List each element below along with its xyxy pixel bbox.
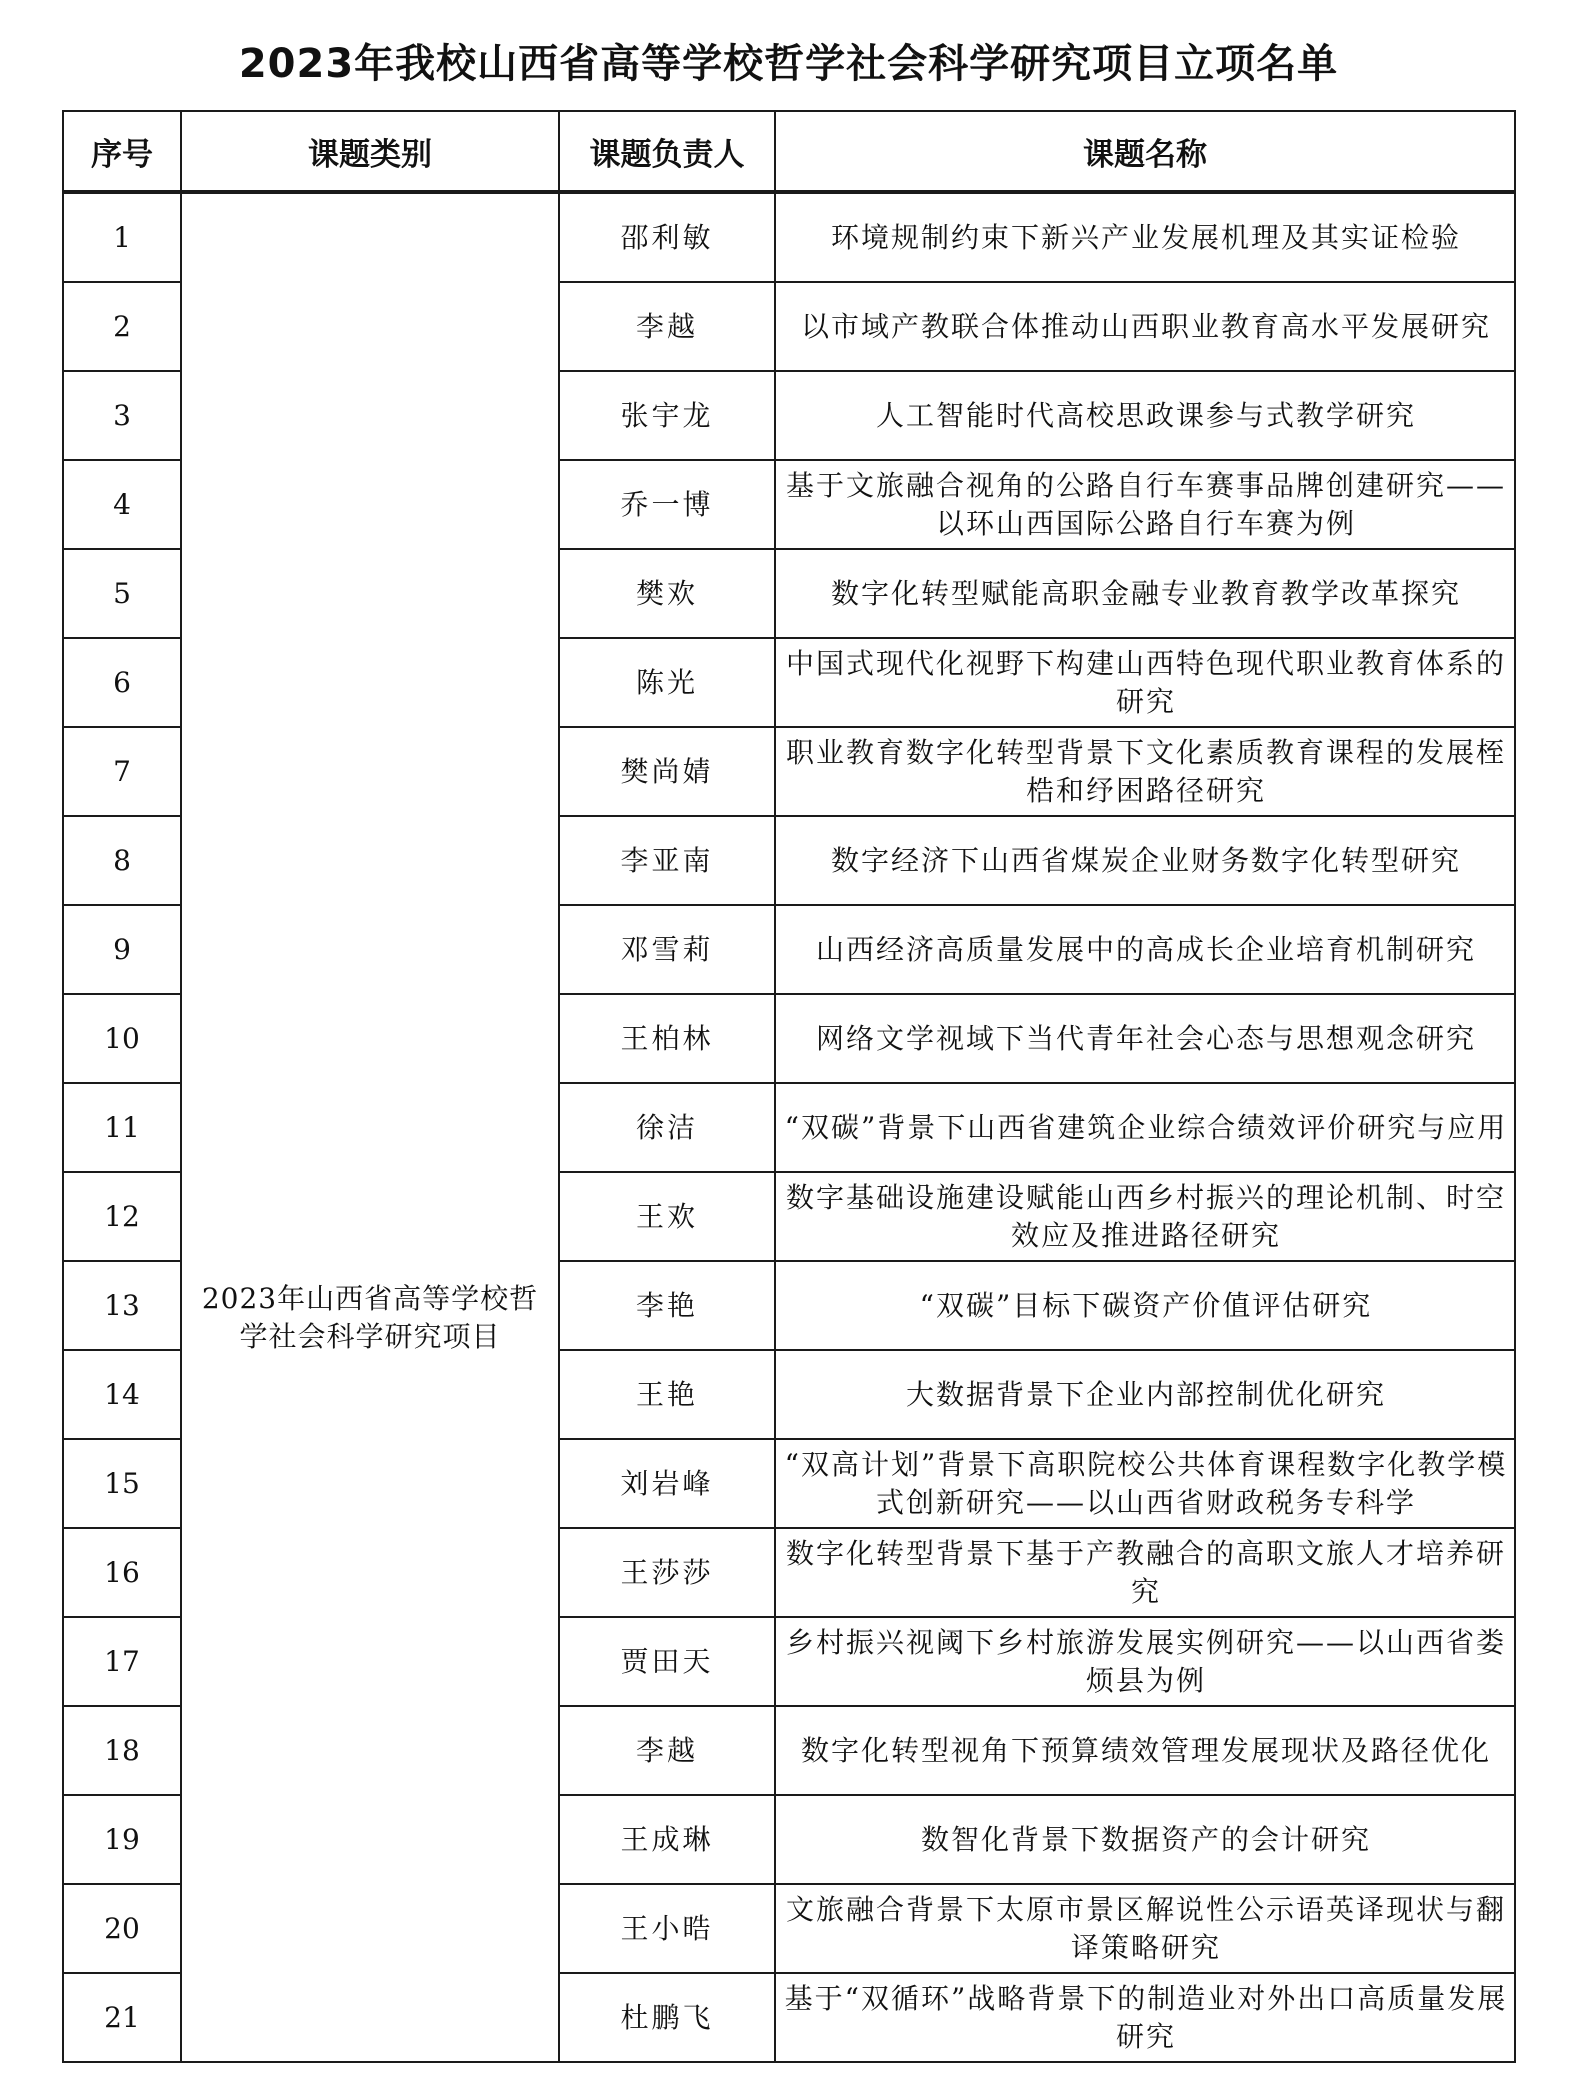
row-project-name: 乡村振兴视阈下乡村旅游发展实例研究——以山西省娄烦县为例 [775,1617,1515,1706]
row-project-name: “双碳”背景下山西省建筑企业综合绩效评价研究与应用 [775,1083,1515,1172]
row-serial-number: 14 [63,1350,181,1439]
header-project-name: 课题名称 [775,111,1515,192]
row-leader: 樊尚婧 [559,727,775,816]
row-serial-number: 20 [63,1884,181,1973]
row-serial-number: 4 [63,460,181,549]
row-leader: 王欢 [559,1172,775,1261]
header-serial-number: 序号 [63,111,181,192]
row-project-name: “双碳”目标下碳资产价值评估研究 [775,1261,1515,1350]
row-project-name: 职业教育数字化转型背景下文化素质教育课程的发展桎梏和纾困路径研究 [775,727,1515,816]
row-leader: 李越 [559,282,775,371]
row-leader: 王成琳 [559,1795,775,1884]
row-serial-number: 17 [63,1617,181,1706]
row-project-name: 山西经济高质量发展中的高成长企业培育机制研究 [775,905,1515,994]
row-leader: 杜鹏飞 [559,1973,775,2062]
row-serial-number: 15 [63,1439,181,1528]
row-leader: 李亚南 [559,816,775,905]
row-serial-number: 6 [63,638,181,727]
row-leader: 刘岩峰 [559,1439,775,1528]
row-project-name: 数智化背景下数据资产的会计研究 [775,1795,1515,1884]
row-serial-number: 9 [63,905,181,994]
row-serial-number: 16 [63,1528,181,1617]
row-project-name: 以市域产教联合体推动山西职业教育高水平发展研究 [775,282,1515,371]
row-project-name: 数字化转型赋能高职金融专业教育教学改革探究 [775,549,1515,638]
table-row [63,192,1515,282]
row-serial-number: 21 [63,1973,181,2062]
row-serial-number: 18 [63,1706,181,1795]
row-leader: 陈光 [559,638,775,727]
row-serial-number: 12 [63,1172,181,1261]
row-leader: 邓雪莉 [559,905,775,994]
row-project-name: 数字基础设施建设赋能山西乡村振兴的理论机制、时空效应及推进路径研究 [775,1172,1515,1261]
row-serial-number: 10 [63,994,181,1083]
category-label: 2023年山西省高等学校哲学社会科学研究项目 [201,1281,539,1353]
table-header-row [63,111,1515,192]
row-leader: 李艳 [559,1261,775,1350]
row-project-name: 数字经济下山西省煤炭企业财务数字化转型研究 [775,816,1515,905]
row-leader: 樊欢 [559,549,775,638]
project-list-table [62,110,1516,2063]
row-leader: 乔一博 [559,460,775,549]
row-project-name: 人工智能时代高校思政课参与式教学研究 [775,371,1515,460]
row-serial-number: 3 [63,371,181,460]
row-serial-number: 5 [63,549,181,638]
row-leader: 王莎莎 [559,1528,775,1617]
row-project-name: “双高计划”背景下高职院校公共体育课程数字化教学模式创新研究——以山西省财政税务专科学 [775,1439,1515,1528]
row-project-name: 文旅融合背景下太原市景区解说性公示语英译现状与翻译策略研究 [775,1884,1515,1973]
header-leader: 课题负责人 [559,111,775,192]
row-serial-number: 8 [63,816,181,905]
row-project-name: 环境规制约束下新兴产业发展机理及其实证检验 [775,192,1515,282]
row-serial-number: 2 [63,282,181,371]
row-serial-number: 11 [63,1083,181,1172]
row-leader: 王柏林 [559,994,775,1083]
row-serial-number: 13 [63,1261,181,1350]
row-leader: 王小晧 [559,1884,775,1973]
header-category: 课题类别 [181,111,559,192]
row-project-name: 基于文旅融合视角的公路自行车赛事品牌创建研究——以环山西国际公路自行车赛为例 [775,460,1515,549]
row-leader: 邵利敏 [559,192,775,282]
row-leader: 贾田天 [559,1617,775,1706]
row-serial-number: 19 [63,1795,181,1884]
row-leader: 张宇龙 [559,371,775,460]
row-leader: 李越 [559,1706,775,1795]
row-project-name: 数字化转型背景下基于产教融合的高职文旅人才培养研究 [775,1528,1515,1617]
row-serial-number: 7 [63,727,181,816]
row-project-name: 基于“双循环”战略背景下的制造业对外出口高质量发展研究 [775,1973,1515,2062]
row-serial-number: 1 [63,192,181,282]
row-leader: 王艳 [559,1350,775,1439]
row-project-name: 数字化转型视角下预算绩效管理发展现状及路径优化 [775,1706,1515,1795]
row-project-name: 网络文学视域下当代青年社会心态与思想观念研究 [775,994,1515,1083]
document-title: 2023年我校山西省高等学校哲学社会科学研究项目立项名单 [238,41,1339,87]
row-project-name: 大数据背景下企业内部控制优化研究 [775,1350,1515,1439]
category-cell [181,192,559,2062]
row-leader: 徐洁 [559,1083,775,1172]
row-project-name: 中国式现代化视野下构建山西特色现代职业教育体系的研究 [775,638,1515,727]
